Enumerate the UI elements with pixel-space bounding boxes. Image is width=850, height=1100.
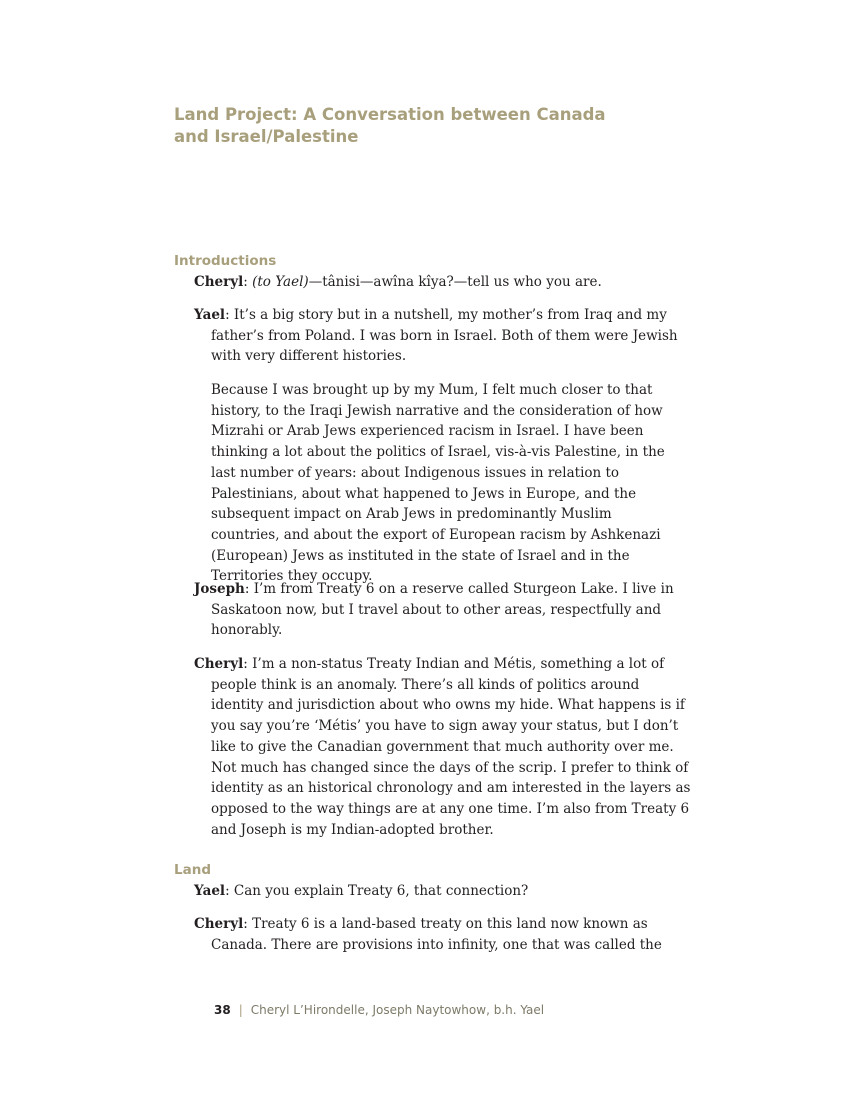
speaker-name: Yael [194,883,226,899]
dialogue-paragraph [194,654,691,840]
dialogue-paragraph-continued [211,380,674,587]
section-heading-land: Land [174,862,211,878]
dialogue-text: Treaty 6 is a land-based treaty on this land now known as Canada. There are provisions into infinity, one that was called the [211,916,662,953]
dialogue-paragraph [194,579,691,641]
page-number: 38 [214,1003,231,1017]
stage-direction: (to Yael) [252,274,309,290]
dialogue-text: I’m a non-status Treaty Indian and Métis, something a lot of people think is an anomaly. There’s all kinds of politics around identity and jurisdiction about who owns my hide. What happens is if you say you’re ‘Métis’ you have to sign away your status, but I don’t like to give the Canadian government that much authority over me. Not much has changed since the days of the scrip. I prefer to think of identity as an historical chronology and am interested in the layers as opposed to the way things are at any one time. I’m also from Treaty 6 and Joseph is my Indian-adopted brother. [211,656,691,838]
dialogue-paragraph [194,881,691,902]
page-footer [214,1003,544,1017]
speaker-separator: : [243,274,253,290]
speaker-name: Cheryl [194,656,244,672]
dialogue-text: I’m from Treaty 6 on a reserve called Sturgeon Lake. I live in Saskatoon now, but I travel about to other areas, respectfully and honorably. [211,581,674,639]
speaker-name: Yael [194,307,226,323]
chapter-title: Land Project: A Conversation between Canada and Israel/Palestine [174,105,606,146]
dialogue-text: It’s a big story but in a nutshell, my mother’s from Iraq and my father’s from Poland. I was born in Israel. Both of them were Jewish with very different histories. [211,307,678,365]
speaker-name: Joseph [194,581,245,597]
speaker-separator: : [225,883,234,899]
speaker-separator: : [225,307,234,323]
footer-separator: | [238,1003,243,1017]
dialogue-paragraph [194,914,691,955]
dialogue-paragraph [194,305,691,367]
speaker-name: Cheryl [194,916,244,932]
dialogue-text: Can you explain Treaty 6, that connection? [233,883,529,899]
speaker-name: Cheryl [194,274,244,290]
dialogue-text: —tânisi—awîna kîya?—tell us who you are. [308,274,602,290]
speaker-separator: : [243,656,253,672]
footer-authors: Cheryl L’Hirondelle, Joseph Naytowhow, b.h. Yael [250,1003,545,1017]
speaker-separator: : [244,581,254,597]
dialogue-text: Because I was brought up by my Mum, I felt much closer to that history, to the Iraqi Jewish narrative and the consideration of how Mizrahi or Arab Jews experienced racism in Israel. I have been thinking a lot about the politics of Israel, vis-à-vis Palestine, in the last number of years: about Indigenous issues in relation to Palestinians, about what happened to Jews in Europe, and the subsequent impact on Arab Jews in predominantly Muslim countries, and about the export of European racism by Ashkenazi (European) Jews as instituted in the state of Israel and in the Territories they occupy. [211,382,665,585]
dialogue-paragraph [194,272,691,293]
speaker-separator: : [243,916,253,932]
section-heading-introductions: Introductions [174,253,277,269]
